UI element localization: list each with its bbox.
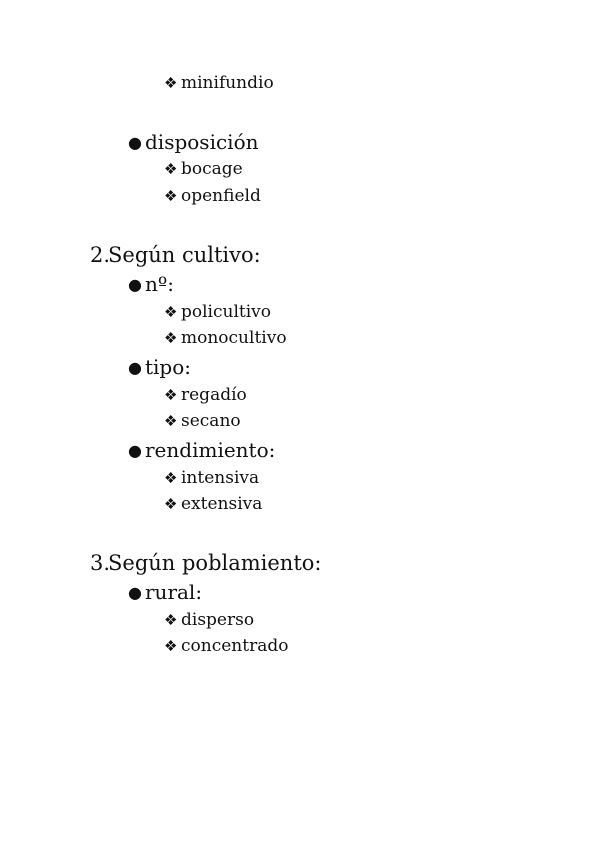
section-number: 2. xyxy=(90,243,111,267)
section-number: 3. xyxy=(90,551,111,575)
list-item xyxy=(164,330,287,347)
list-item xyxy=(128,582,202,602)
section-heading xyxy=(90,245,261,266)
item-text: intensiva xyxy=(181,468,260,488)
item-text: disposición xyxy=(145,130,259,154)
list-item xyxy=(164,304,271,321)
list-item xyxy=(128,274,174,294)
list-item xyxy=(128,132,259,152)
item-text: nº: xyxy=(145,272,175,296)
list-item xyxy=(128,440,275,460)
item-text: regadío xyxy=(181,385,247,405)
item-text: disperso xyxy=(181,610,255,630)
item-text: tipo: xyxy=(145,355,192,379)
list-item xyxy=(128,357,191,377)
diamond-bullet-icon: ❖ xyxy=(164,412,178,430)
list-item xyxy=(164,161,243,178)
diamond-bullet-icon: ❖ xyxy=(164,637,178,655)
item-text: rural: xyxy=(145,580,203,604)
section-title: Según cultivo: xyxy=(108,243,261,267)
item-text: openfield xyxy=(181,186,261,206)
dot-bullet-icon: ● xyxy=(128,358,142,377)
list-item xyxy=(164,387,247,404)
item-text: concentrado xyxy=(181,636,289,656)
item-text: secano xyxy=(181,411,241,431)
dot-bullet-icon: ● xyxy=(128,441,142,460)
dot-bullet-icon: ● xyxy=(128,275,142,294)
item-text: bocage xyxy=(181,159,243,179)
dot-bullet-icon: ● xyxy=(128,583,142,602)
item-text: policultivo xyxy=(181,302,272,322)
diamond-bullet-icon: ❖ xyxy=(164,329,178,347)
diamond-bullet-icon: ❖ xyxy=(164,160,178,178)
diamond-bullet-icon: ❖ xyxy=(164,386,178,404)
dot-bullet-icon: ● xyxy=(128,133,142,152)
diamond-bullet-icon: ❖ xyxy=(164,74,178,92)
item-text: minifundio xyxy=(181,73,274,93)
diamond-bullet-icon: ❖ xyxy=(164,187,178,205)
diamond-bullet-icon: ❖ xyxy=(164,495,178,513)
diamond-bullet-icon: ❖ xyxy=(164,303,178,321)
section-heading xyxy=(90,553,322,574)
item-text: monocultivo xyxy=(181,328,287,348)
diamond-bullet-icon: ❖ xyxy=(164,469,178,487)
section-title: Según poblamiento: xyxy=(108,551,322,575)
list-item xyxy=(164,188,261,205)
item-text: extensiva xyxy=(181,494,263,514)
list-item xyxy=(164,496,262,513)
list-item xyxy=(164,75,274,92)
list-item xyxy=(164,470,259,487)
list-item xyxy=(164,612,254,629)
list-item xyxy=(164,413,241,430)
list-item xyxy=(164,638,288,655)
diamond-bullet-icon: ❖ xyxy=(164,611,178,629)
item-text: rendimiento: xyxy=(145,438,276,462)
